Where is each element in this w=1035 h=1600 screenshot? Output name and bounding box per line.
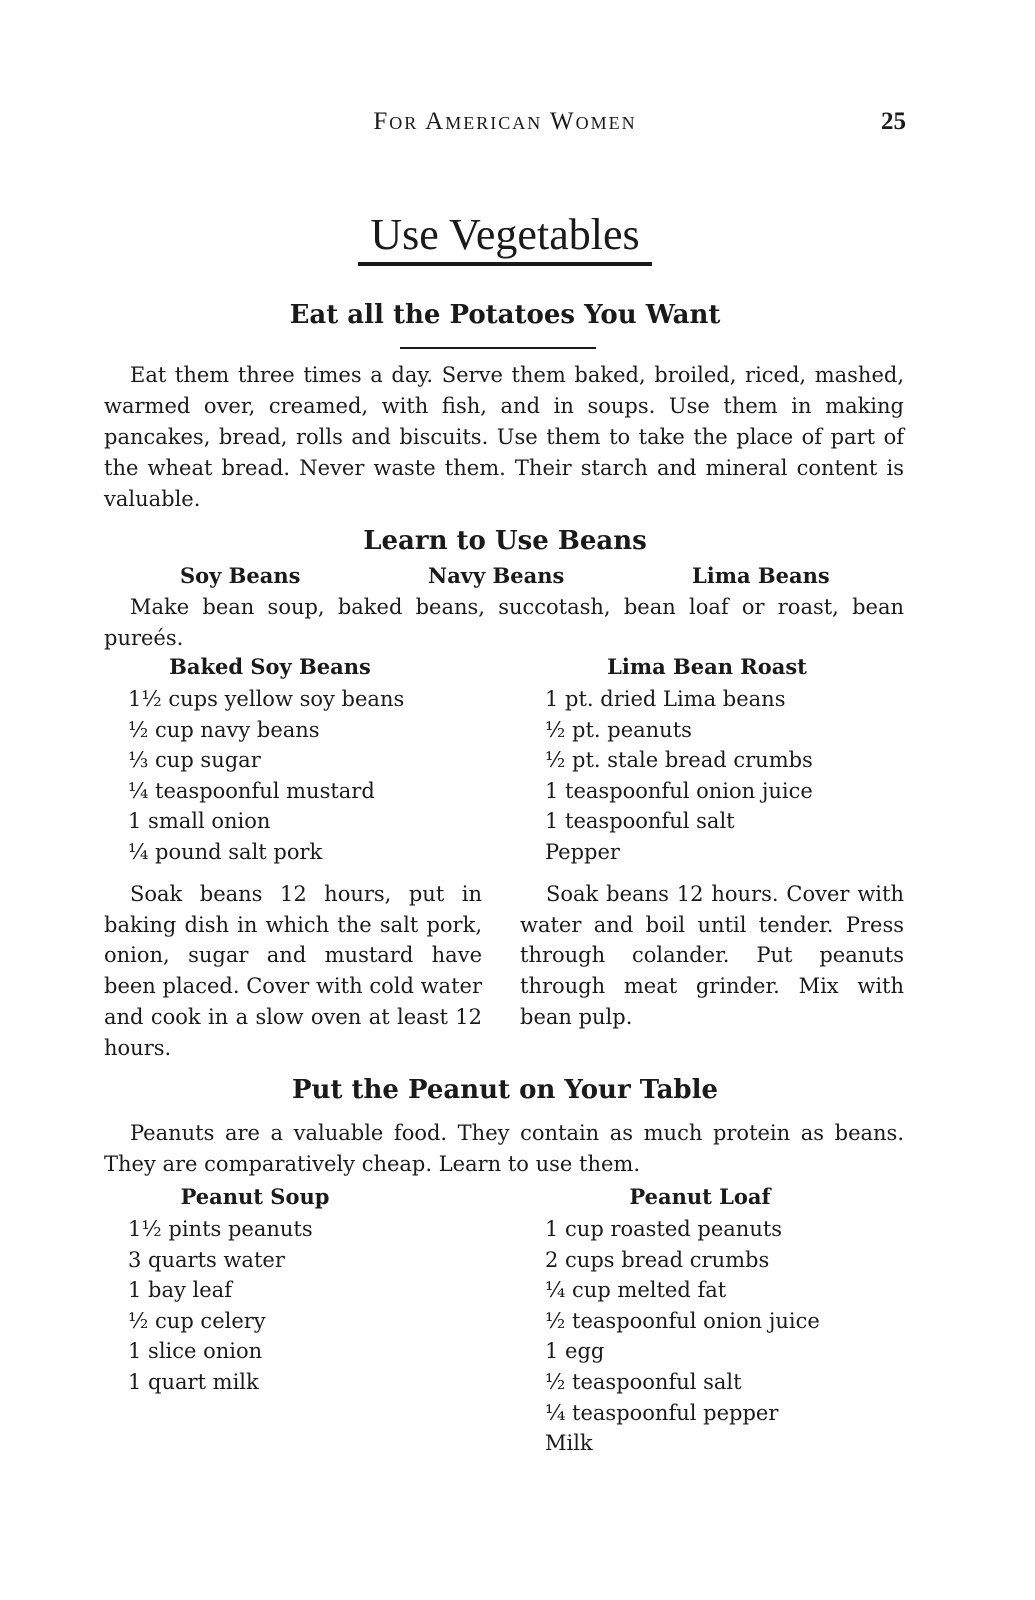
beans-heading: Learn to Use Beans [363,526,647,556]
peanuts-paragraph: Peanuts are a valuable food. They contain as much protein as beans. They are comparatively cheap. Learn to use them. [104,1121,904,1176]
beans-paragraph: Make bean soup, baked beans, succotash, bean loaf or roast, bean pureés. [104,595,904,650]
recipe-title-baked-soy-beans: Baked Soy Beans [169,654,371,679]
potatoes-heading: Eat all the Potatoes You Want [289,300,721,330]
ingredients-peanut-loaf [545,1214,820,1459]
ingredient-item: 1 egg [545,1339,605,1364]
potatoes-divider [400,347,596,349]
ingredient-item: ½ pt. peanuts [545,717,692,742]
ingredient-item: 1½ pints peanuts [128,1217,313,1241]
ingredient-item: 1 cup roasted peanuts [545,1217,783,1241]
ingredient-item: 2 cups bread crumbs [545,1247,770,1272]
recipe-title-peanut-loaf: Peanut Loaf [629,1184,771,1209]
potatoes-paragraph: Eat them three times a day. Serve them baked, broiled, riced, mashed, warmed over, creamed, with fish, and in soups. Use them in making pancakes, bread, rolls and biscuits. Use them to take the place of part of the wheat bread. Never waste them. Their starch and mineral content is valuable. [104,363,904,511]
ingredients-peanut-soup [128,1214,313,1398]
bean-type-soy: Soy Beans [180,563,301,588]
bean-type-lima: Lima Beans [692,563,830,588]
page-number: 25 [881,108,906,135]
bean-type-navy: Navy Beans [428,563,565,588]
ingredient-item: 1 pt. dried Lima beans [545,687,786,711]
ingredient-item: 1 teaspoonful salt [545,809,735,834]
ingredient-item: ¼ cup melted fat [545,1278,727,1303]
ingredient-item: ¼ teaspoonful mustard [128,778,375,803]
directions-lima-bean-roast: Soak beans 12 hours. Cover with water and boil until tender. Press through colander. Put peanuts through meat grinder. Mix with bean pulp. [520,882,904,1029]
running-title: For American Women [373,108,637,135]
ingredient-item: 3 quarts water [128,1247,285,1272]
ingredient-item: Milk [545,1431,593,1456]
directions-baked-soy-beans: Soak beans 12 hours, put in baking dish in which the salt pork, onion, sugar and mustard have been placed. Cover with cold water and cook in a slow oven at least 12 hours. [104,882,482,1060]
title-underline [358,262,652,266]
peanuts-heading: Put the Peanut on Your Table [291,1075,719,1105]
bean-types [0,563,1035,593]
recipe-title-lima-bean-roast: Lima Bean Roast [607,654,807,679]
ingredient-item: ¼ pound salt pork [128,839,323,864]
ingredient-item: ½ teaspoonful salt [545,1369,742,1394]
ingredient-item: ½ teaspoonful onion juice [545,1308,820,1333]
ingredient-item: ½ cup celery [128,1308,266,1333]
ingredient-item: 1 small onion [128,809,271,834]
ingredient-item: 1 quart milk [128,1369,259,1394]
ingredients-lima-bean-roast [545,684,813,868]
ingredient-item: ¼ teaspoonful pepper [545,1400,779,1425]
ingredient-item: ⅓ cup sugar [128,748,261,773]
page-title: Use Vegetables [370,210,640,259]
ingredient-item: 1 slice onion [128,1339,263,1364]
ingredients-baked-soy-beans [128,684,404,868]
ingredient-item: 1 bay leaf [128,1278,232,1303]
ingredient-item: ½ cup navy beans [128,717,320,742]
recipe-title-peanut-soup: Peanut Soup [180,1184,330,1209]
ingredient-item: 1½ cups yellow soy beans [128,687,405,711]
ingredient-item: ½ pt. stale bread crumbs [545,748,813,773]
ingredient-item: Pepper [545,839,620,864]
ingredient-item: 1 teaspoonful onion juice [545,778,813,803]
